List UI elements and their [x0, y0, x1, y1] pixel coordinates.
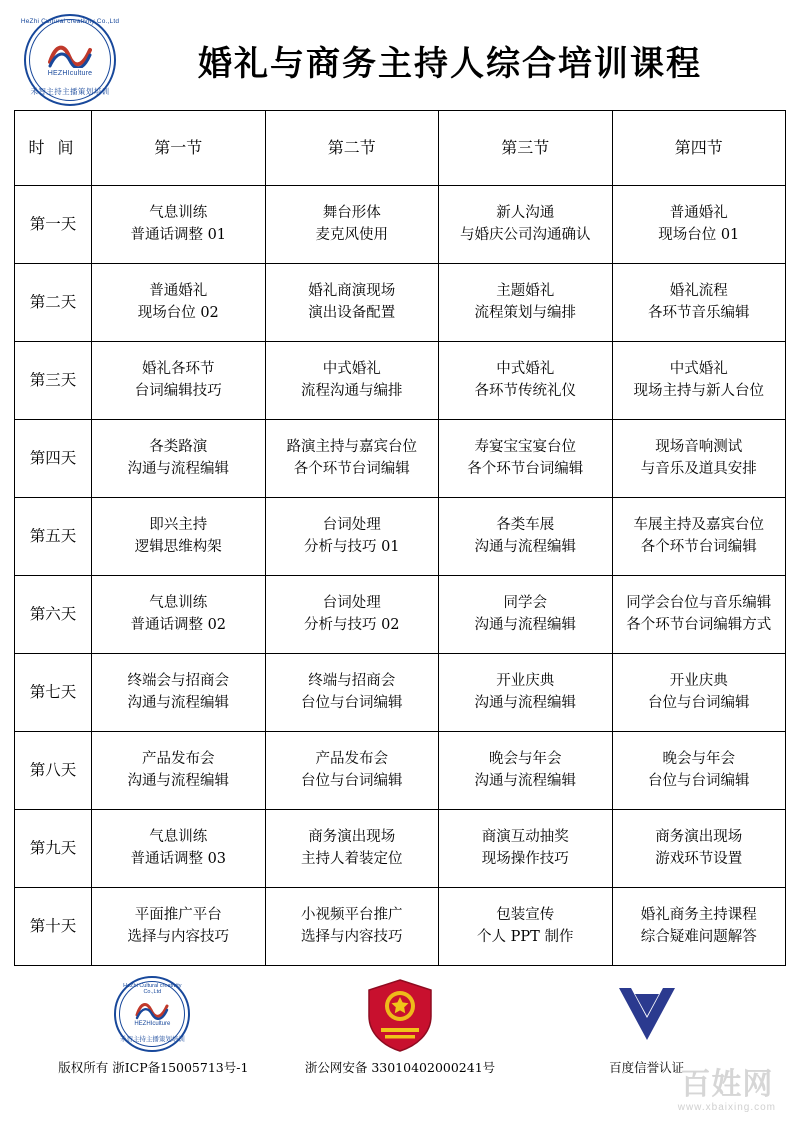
police-record-text: 浙公网安备 33010402000241号	[304, 1060, 496, 1075]
cell-line: 台词编辑技巧	[134, 382, 222, 399]
cell-line: 台位与台词编辑	[648, 694, 750, 711]
table-cell	[612, 342, 786, 420]
table-cell	[92, 732, 266, 810]
table-row	[15, 888, 786, 966]
cell-line: 车展主持及嘉宾台位	[633, 516, 764, 533]
cell-line: 各环节传统礼仪	[474, 382, 576, 399]
table-cell	[439, 498, 613, 576]
table-row	[15, 498, 786, 576]
cell-line: 气息训练	[149, 828, 208, 845]
table-cell	[439, 732, 613, 810]
cell-line: 产品发布会	[315, 750, 388, 767]
cell-line: 台位与台词编辑	[301, 772, 403, 789]
column-header-session-3: 第三节	[439, 111, 613, 186]
table-cell	[92, 576, 266, 654]
cell-line: 即兴主持	[149, 516, 208, 533]
table-cell	[612, 654, 786, 732]
table-cell	[439, 888, 613, 966]
cell-line: 商务演出现场	[655, 828, 743, 845]
row-day-label: 第五天	[15, 498, 92, 576]
cell-line: 台位与台词编辑	[301, 694, 403, 711]
table-cell	[265, 420, 439, 498]
cell-line: 综合疑难问题解答	[640, 928, 757, 945]
table-cell	[612, 576, 786, 654]
cell-line: 开业庆典	[496, 672, 555, 689]
seal-brand-en: HEZHIculture	[134, 1021, 171, 1027]
cell-line: 台位与台词编辑	[648, 772, 750, 789]
table-cell	[265, 264, 439, 342]
cell-line: 沟通与流程编辑	[127, 772, 229, 789]
table-cell	[439, 810, 613, 888]
cell-line: 商务演出现场	[308, 828, 396, 845]
cell-line: 沟通与流程编辑	[474, 616, 576, 633]
schedule-table	[14, 110, 786, 966]
cell-line: 气息训练	[149, 594, 208, 611]
cell-line: 婚礼商演现场	[308, 282, 396, 299]
column-header-time: 时 间	[15, 111, 92, 186]
cell-line: 婚礼流程	[669, 282, 728, 299]
cell-line: 各类车展	[496, 516, 555, 533]
footer-police-block	[277, 976, 524, 1076]
baidu-credit-text: 百度信誉认证	[609, 1060, 685, 1075]
seal-wave-icon	[135, 1000, 169, 1020]
table-cell	[612, 186, 786, 264]
row-day-label: 第七天	[15, 654, 92, 732]
table-row	[15, 342, 786, 420]
cell-line: 同学会台位与音乐编辑	[626, 594, 772, 611]
baidu-credit-icon	[601, 984, 693, 1054]
logo-wave-icon	[48, 42, 92, 68]
table-cell	[265, 498, 439, 576]
table-cell	[612, 810, 786, 888]
cell-line: 平面推广平台	[134, 906, 222, 923]
cell-line: 婚礼商务主持课程	[640, 906, 757, 923]
cell-line: 普通话调整 01	[130, 226, 227, 243]
cell-line: 现场音响测试	[655, 438, 743, 455]
schedule-table-container	[0, 110, 800, 966]
cell-line: 包装宣传	[496, 906, 555, 923]
table-header-row	[15, 111, 786, 186]
table-cell	[612, 420, 786, 498]
table-cell	[439, 342, 613, 420]
table-cell	[92, 264, 266, 342]
cell-line: 寿宴宝宝宴台位	[474, 438, 576, 455]
cell-line: 中式婚礼	[669, 360, 728, 377]
table-cell	[265, 810, 439, 888]
table-row	[15, 264, 786, 342]
cell-line: 普通话调整 02	[130, 616, 227, 633]
cell-line: 台词处理	[322, 594, 381, 611]
table-cell	[265, 186, 439, 264]
cell-line: 气息训练	[149, 204, 208, 221]
logo-arc-bottom-text: 禾智主持主播策划培训	[30, 87, 110, 96]
table-row	[15, 654, 786, 732]
table-row	[15, 186, 786, 264]
cell-line: 个人 PPT 制作	[477, 928, 574, 945]
company-logo	[18, 12, 126, 108]
document-header	[0, 0, 800, 110]
cell-line: 逻辑思维构架	[134, 538, 222, 555]
cell-line: 商演互动抽奖	[481, 828, 569, 845]
watermark-main-text: 百姓网	[680, 1067, 774, 1102]
cell-line: 演出设备配置	[308, 304, 396, 321]
police-badge-icon	[361, 976, 439, 1054]
cell-line: 开业庆典	[669, 672, 728, 689]
table-row	[15, 810, 786, 888]
table-row	[15, 732, 786, 810]
company-seal-icon	[114, 976, 192, 1054]
table-cell	[92, 186, 266, 264]
row-day-label: 第一天	[15, 186, 92, 264]
cell-line: 沟通与流程编辑	[474, 538, 576, 555]
cell-line: 流程策划与编排	[474, 304, 576, 321]
column-header-session-1: 第一节	[92, 111, 266, 186]
page-title: 婚礼与商务主持人综合培训课程	[198, 43, 702, 84]
table-cell	[92, 810, 266, 888]
icp-license-text: 版权所有 浙ICP备15005713号-1	[58, 1060, 249, 1075]
table-cell	[439, 186, 613, 264]
cell-line: 同学会	[503, 594, 547, 611]
cell-line: 台词处理	[322, 516, 381, 533]
row-day-label: 第四天	[15, 420, 92, 498]
table-body	[15, 186, 786, 966]
cell-line: 中式婚礼	[322, 360, 381, 377]
cell-line: 与婚庆公司沟通确认	[460, 226, 591, 243]
cell-line: 沟通与流程编辑	[474, 694, 576, 711]
table-cell	[612, 732, 786, 810]
table-cell	[92, 888, 266, 966]
cell-line: 晚会与年会	[662, 750, 735, 767]
cell-line: 小视频平台推广	[301, 906, 403, 923]
table-cell	[265, 342, 439, 420]
table-cell	[612, 498, 786, 576]
cell-line: 选择与内容技巧	[301, 928, 403, 945]
cell-line: 沟通与流程编辑	[127, 460, 229, 477]
table-cell	[265, 576, 439, 654]
table-cell	[612, 264, 786, 342]
cell-line: 现场操作技巧	[481, 850, 569, 867]
cell-line: 各个环节台词编辑	[293, 460, 410, 477]
table-cell	[92, 342, 266, 420]
table-cell	[265, 732, 439, 810]
table-cell	[92, 420, 266, 498]
cell-line: 选择与内容技巧	[127, 928, 229, 945]
cell-line: 新人沟通	[496, 204, 555, 221]
footer-baidu-block	[523, 984, 770, 1076]
cell-line: 普通话调整 03	[130, 850, 227, 867]
cell-line: 舞台形体	[322, 204, 381, 221]
table-cell	[92, 654, 266, 732]
cell-line: 主持人着装定位	[301, 850, 403, 867]
cell-line: 流程沟通与编排	[301, 382, 403, 399]
cell-line: 现场主持与新人台位	[633, 382, 764, 399]
cell-line: 普通婚礼	[149, 282, 208, 299]
cell-line: 路演主持与嘉宾台位	[286, 438, 417, 455]
table-cell	[612, 888, 786, 966]
cell-line: 现场台位 01	[658, 226, 740, 243]
cell-line: 各个环节台词编辑方式	[626, 616, 772, 633]
cell-line: 中式婚礼	[496, 360, 555, 377]
cell-line: 普通婚礼	[669, 204, 728, 221]
table-cell	[265, 654, 439, 732]
cell-line: 游戏环节设置	[655, 850, 743, 867]
cell-line: 婚礼各环节	[142, 360, 215, 377]
cell-line: 各个环节台词编辑	[640, 538, 757, 555]
cell-line: 各环节音乐编辑	[648, 304, 750, 321]
table-cell	[439, 264, 613, 342]
seal-arc-bottom-text: 禾智主持主播策划培训	[119, 1036, 185, 1043]
footer-copyright-block	[30, 976, 277, 1076]
cell-line: 终端与招商会	[308, 672, 396, 689]
table-head	[15, 111, 786, 186]
table-cell	[439, 420, 613, 498]
table-row	[15, 576, 786, 654]
row-day-label: 第九天	[15, 810, 92, 888]
row-day-label: 第六天	[15, 576, 92, 654]
cell-line: 各类路演	[149, 438, 208, 455]
cell-line: 沟通与流程编辑	[127, 694, 229, 711]
row-day-label: 第二天	[15, 264, 92, 342]
cell-line: 麦克风使用	[315, 226, 388, 243]
cell-line: 终端会与招商会	[127, 672, 229, 689]
table-cell	[439, 576, 613, 654]
cell-line: 产品发布会	[142, 750, 215, 767]
cell-line: 各个环节台词编辑	[467, 460, 584, 477]
table-cell	[92, 498, 266, 576]
table-cell	[439, 654, 613, 732]
row-day-label: 第三天	[15, 342, 92, 420]
cell-line: 分析与技巧 01	[303, 538, 400, 555]
watermark-sub-text: www.xbaixing.com	[677, 1102, 776, 1113]
seal-arc-top-text: HeZhi Cultural creativity Co.,Ltd	[123, 983, 182, 995]
column-header-session-4: 第四节	[612, 111, 786, 186]
logo-brand-en: HEZHIculture	[47, 70, 93, 77]
cell-line: 沟通与流程编辑	[474, 772, 576, 789]
cell-line: 现场台位 02	[137, 304, 219, 321]
document-footer	[0, 966, 800, 1086]
column-header-session-2: 第二节	[265, 111, 439, 186]
table-cell	[265, 888, 439, 966]
table-row	[15, 420, 786, 498]
cell-line: 与音乐及道具安排	[640, 460, 757, 477]
cell-line: 主题婚礼	[496, 282, 555, 299]
row-day-label: 第十天	[15, 888, 92, 966]
cell-line: 分析与技巧 02	[303, 616, 400, 633]
cell-line: 晚会与年会	[489, 750, 562, 767]
logo-arc-top-text: HeZhi Cultural creativity Co.,Ltd	[20, 18, 120, 25]
row-day-label: 第八天	[15, 732, 92, 810]
